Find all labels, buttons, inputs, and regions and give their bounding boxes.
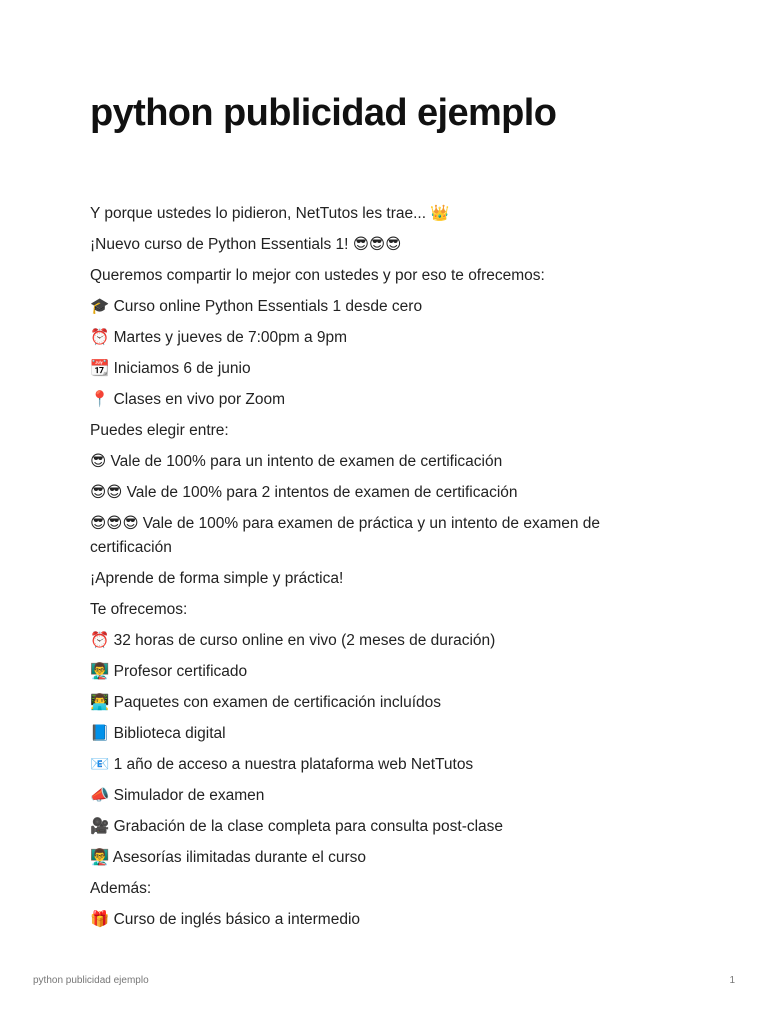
list-item: 📧 1 año de acceso a nuestra plataforma web NetTutos: [90, 756, 474, 773]
page-title: python publicidad ejemplo: [90, 92, 557, 134]
list-item: 📘 Biblioteca digital: [90, 725, 226, 742]
list-item: 📍 Clases en vivo por Zoom: [90, 391, 286, 408]
list-item: 😎 Vale de 100% para un intento de examen de certificación: [90, 453, 503, 470]
paragraph-line: Y porque ustedes lo pidieron, NetTutos les trae... 👑: [90, 205, 450, 222]
list-item: 🎥 Grabación de la clase completa para consulta post-clase: [90, 818, 504, 835]
list-item: 🎓 Curso online Python Essentials 1 desde cero: [90, 298, 423, 315]
paragraph-line: ¡Aprende de forma simple y práctica!: [90, 570, 344, 587]
list-item: ⏰ Martes y jueves de 7:00pm a 9pm: [90, 329, 348, 346]
footer-page-number: 1: [729, 975, 735, 986]
list-item: 📣 Simulador de examen: [90, 787, 265, 804]
paragraph-line: Queremos compartir lo mejor con ustedes y por eso te ofrecemos:: [90, 267, 545, 284]
list-item: 😎😎 Vale de 100% para 2 intentos de examen de certificación: [90, 484, 518, 501]
document-body: [90, 202, 650, 939]
paragraph-line: Puedes elegir entre:: [90, 422, 229, 439]
paragraph-line: Además:: [90, 880, 152, 897]
list-item: 🎁 Curso de inglés básico a intermedio: [90, 911, 361, 928]
paragraph-line: ¡Nuevo curso de Python Essentials 1! 😎😎😎: [90, 236, 402, 253]
paragraph-line: Te ofrecemos:: [90, 601, 188, 618]
footer-document-title: python publicidad ejemplo: [33, 975, 149, 986]
list-item: 👨‍🏫 Asesorías ilimitadas durante el curso: [90, 849, 367, 866]
list-item: 📆 Iniciamos 6 de junio: [90, 360, 251, 377]
list-item: ⏰ 32 horas de curso online en vivo (2 meses de duración): [90, 632, 496, 649]
list-item: 😎😎😎 Vale de 100% para examen de práctica y un intento de examen de certificación: [90, 515, 601, 556]
list-item: 👨‍💻 Paquetes con examen de certificación incluídos: [90, 694, 442, 711]
list-item: 👨‍🏫 Profesor certificado: [90, 663, 248, 680]
